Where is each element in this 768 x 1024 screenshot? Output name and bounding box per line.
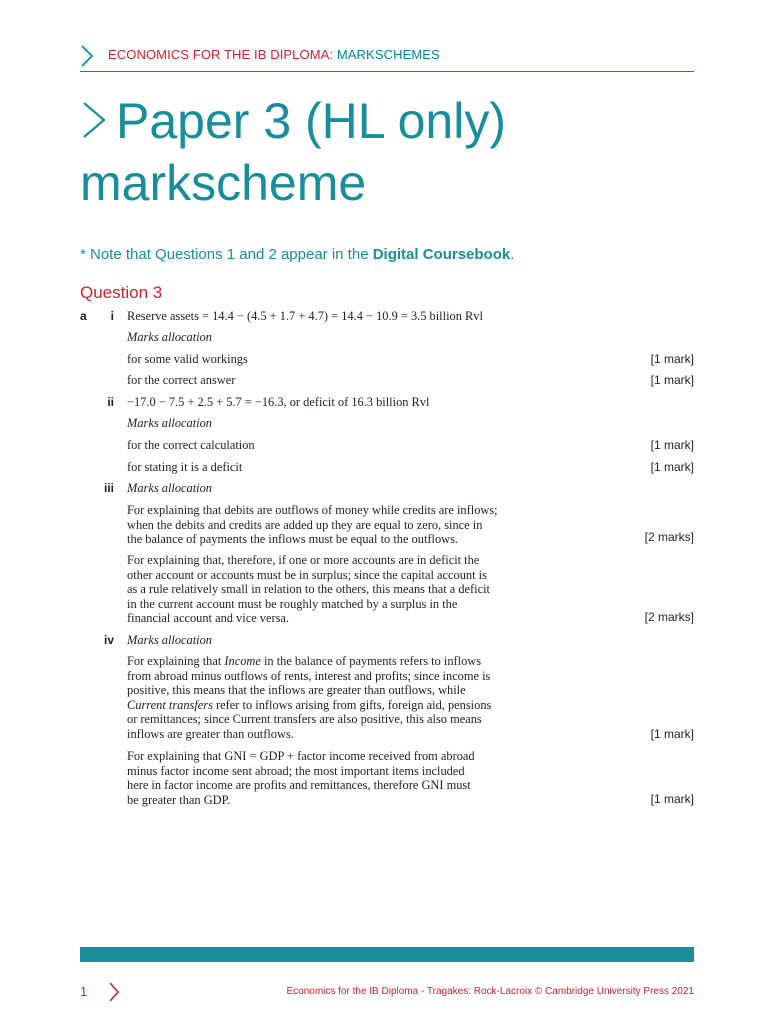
subpart-label: iii	[103, 481, 114, 495]
text-line: For explaining that GNI = GDP + factor income received from abroad	[127, 749, 475, 763]
page-number: 1	[80, 984, 88, 999]
note	[80, 246, 514, 263]
chevron-right-icon	[108, 981, 120, 1003]
subpart-label: ii	[107, 395, 114, 409]
mark-value: [2 marks]	[644, 610, 694, 624]
marks-allocation-label: Marks allocation	[127, 481, 213, 495]
header-rule	[80, 71, 694, 72]
mark-value: [1 mark]	[650, 460, 694, 474]
text-line: other account or accounts must be in surplus; since the capital account is	[127, 567, 487, 582]
text-line: when the debits and credits are added up they are equal to zero, since in	[127, 517, 483, 532]
title-line-1: Paper 3 (HL only)	[116, 93, 506, 149]
answer-text: Reserve assets = 14.4 − (4.5 + 1.7 + 4.7) = 14.4 − 10.9 = 3.5 billion Rvl	[127, 309, 483, 323]
mark-criterion: for the correct calculation	[127, 438, 255, 452]
chevron-right-icon	[80, 44, 94, 68]
text-line: positive, this means that the inflows are greater than outflows, while	[127, 683, 466, 698]
text-line: in the current account must be roughly matched by a surplus in the	[127, 596, 458, 611]
mark-value: [1 mark]	[650, 373, 694, 387]
paragraph-text	[127, 749, 547, 807]
paragraph-text	[127, 553, 547, 626]
text-line: inflows are greater than outflows.	[127, 726, 294, 741]
title-line-2: markscheme	[80, 155, 367, 211]
chevron-right-icon	[80, 100, 110, 140]
header-section: MARKSCHEMES	[336, 47, 440, 62]
header-series: ECONOMICS FOR THE IB DIPLOMA:	[108, 47, 334, 62]
running-header	[80, 44, 694, 72]
text-line: For explaining that debits are outflows of money while credits are inflows;	[127, 503, 498, 517]
paragraph-text	[127, 654, 547, 742]
mark-value: [2 marks]	[644, 530, 694, 544]
page-title	[80, 90, 700, 214]
mark-criterion: for stating it is a deficit	[127, 460, 243, 474]
text-line: as a rule relatively small in relation to the others, this means that a deficit	[127, 582, 491, 597]
answer-text: −17.0 − 7.5 + 2.5 + 5.7 = −16.3, or deficit of 16.3 billion Rvl	[127, 395, 430, 409]
digital-coursebook-link[interactable]: Digital Coursebook	[372, 246, 511, 263]
question-heading: Question 3	[80, 283, 163, 302]
text-run: For explaining that	[127, 654, 225, 668]
marks-allocation-label: Marks allocation	[127, 416, 213, 430]
mark-value: [1 mark]	[650, 352, 694, 366]
mark-criterion: for the correct answer	[127, 373, 236, 387]
text-run: refer to inflows arising from gifts, foreign aid, pensions	[212, 697, 492, 712]
text-line: For explaining that, therefore, if one or more accounts are in deficit the	[127, 553, 480, 567]
term-current-transfers: Current transfers	[127, 697, 213, 712]
footer-bar	[80, 947, 694, 962]
text-line	[127, 698, 547, 713]
mark-value: [1 mark]	[650, 438, 694, 452]
text-line	[127, 654, 547, 669]
paragraph-text	[127, 503, 547, 547]
part-label: a	[80, 309, 87, 323]
subpart-label: i	[110, 309, 114, 323]
text-line: here in factor income are profits and remittances, therefore GNI must	[127, 778, 471, 793]
text-line: minus factor income sent abroad; the most important items included	[127, 763, 465, 778]
footer-copyright: Economics for the IB Diploma - Tragakes: Rock-Lacroix © Cambridge University Press 2021	[286, 986, 694, 997]
mark-value: [1 mark]	[650, 727, 694, 741]
term-income: Income	[224, 654, 261, 668]
marks-allocation-label: Marks allocation	[127, 330, 213, 344]
note-suffix: .	[510, 246, 515, 263]
subpart-label: iv	[103, 633, 114, 647]
text-line: from abroad minus outflows of rents, interest and profits; since income is	[127, 668, 491, 683]
text-line: the balance of payments the inflows must be equal to the outflows.	[127, 532, 459, 547]
text-line: or remittances; since Current transfers are also positive, this also means	[127, 712, 482, 727]
header-text	[108, 47, 440, 62]
mark-criterion: for some valid workings	[127, 352, 248, 366]
text-line: be greater than GDP.	[127, 792, 231, 807]
text-run: in the balance of payments refers to inflows	[260, 654, 482, 668]
note-prefix: * Note that Questions 1 and 2 appear in the	[80, 246, 373, 263]
text-line: financial account and vice versa.	[127, 611, 290, 626]
mark-value: [1 mark]	[650, 792, 694, 806]
marks-allocation-label: Marks allocation	[127, 633, 213, 647]
